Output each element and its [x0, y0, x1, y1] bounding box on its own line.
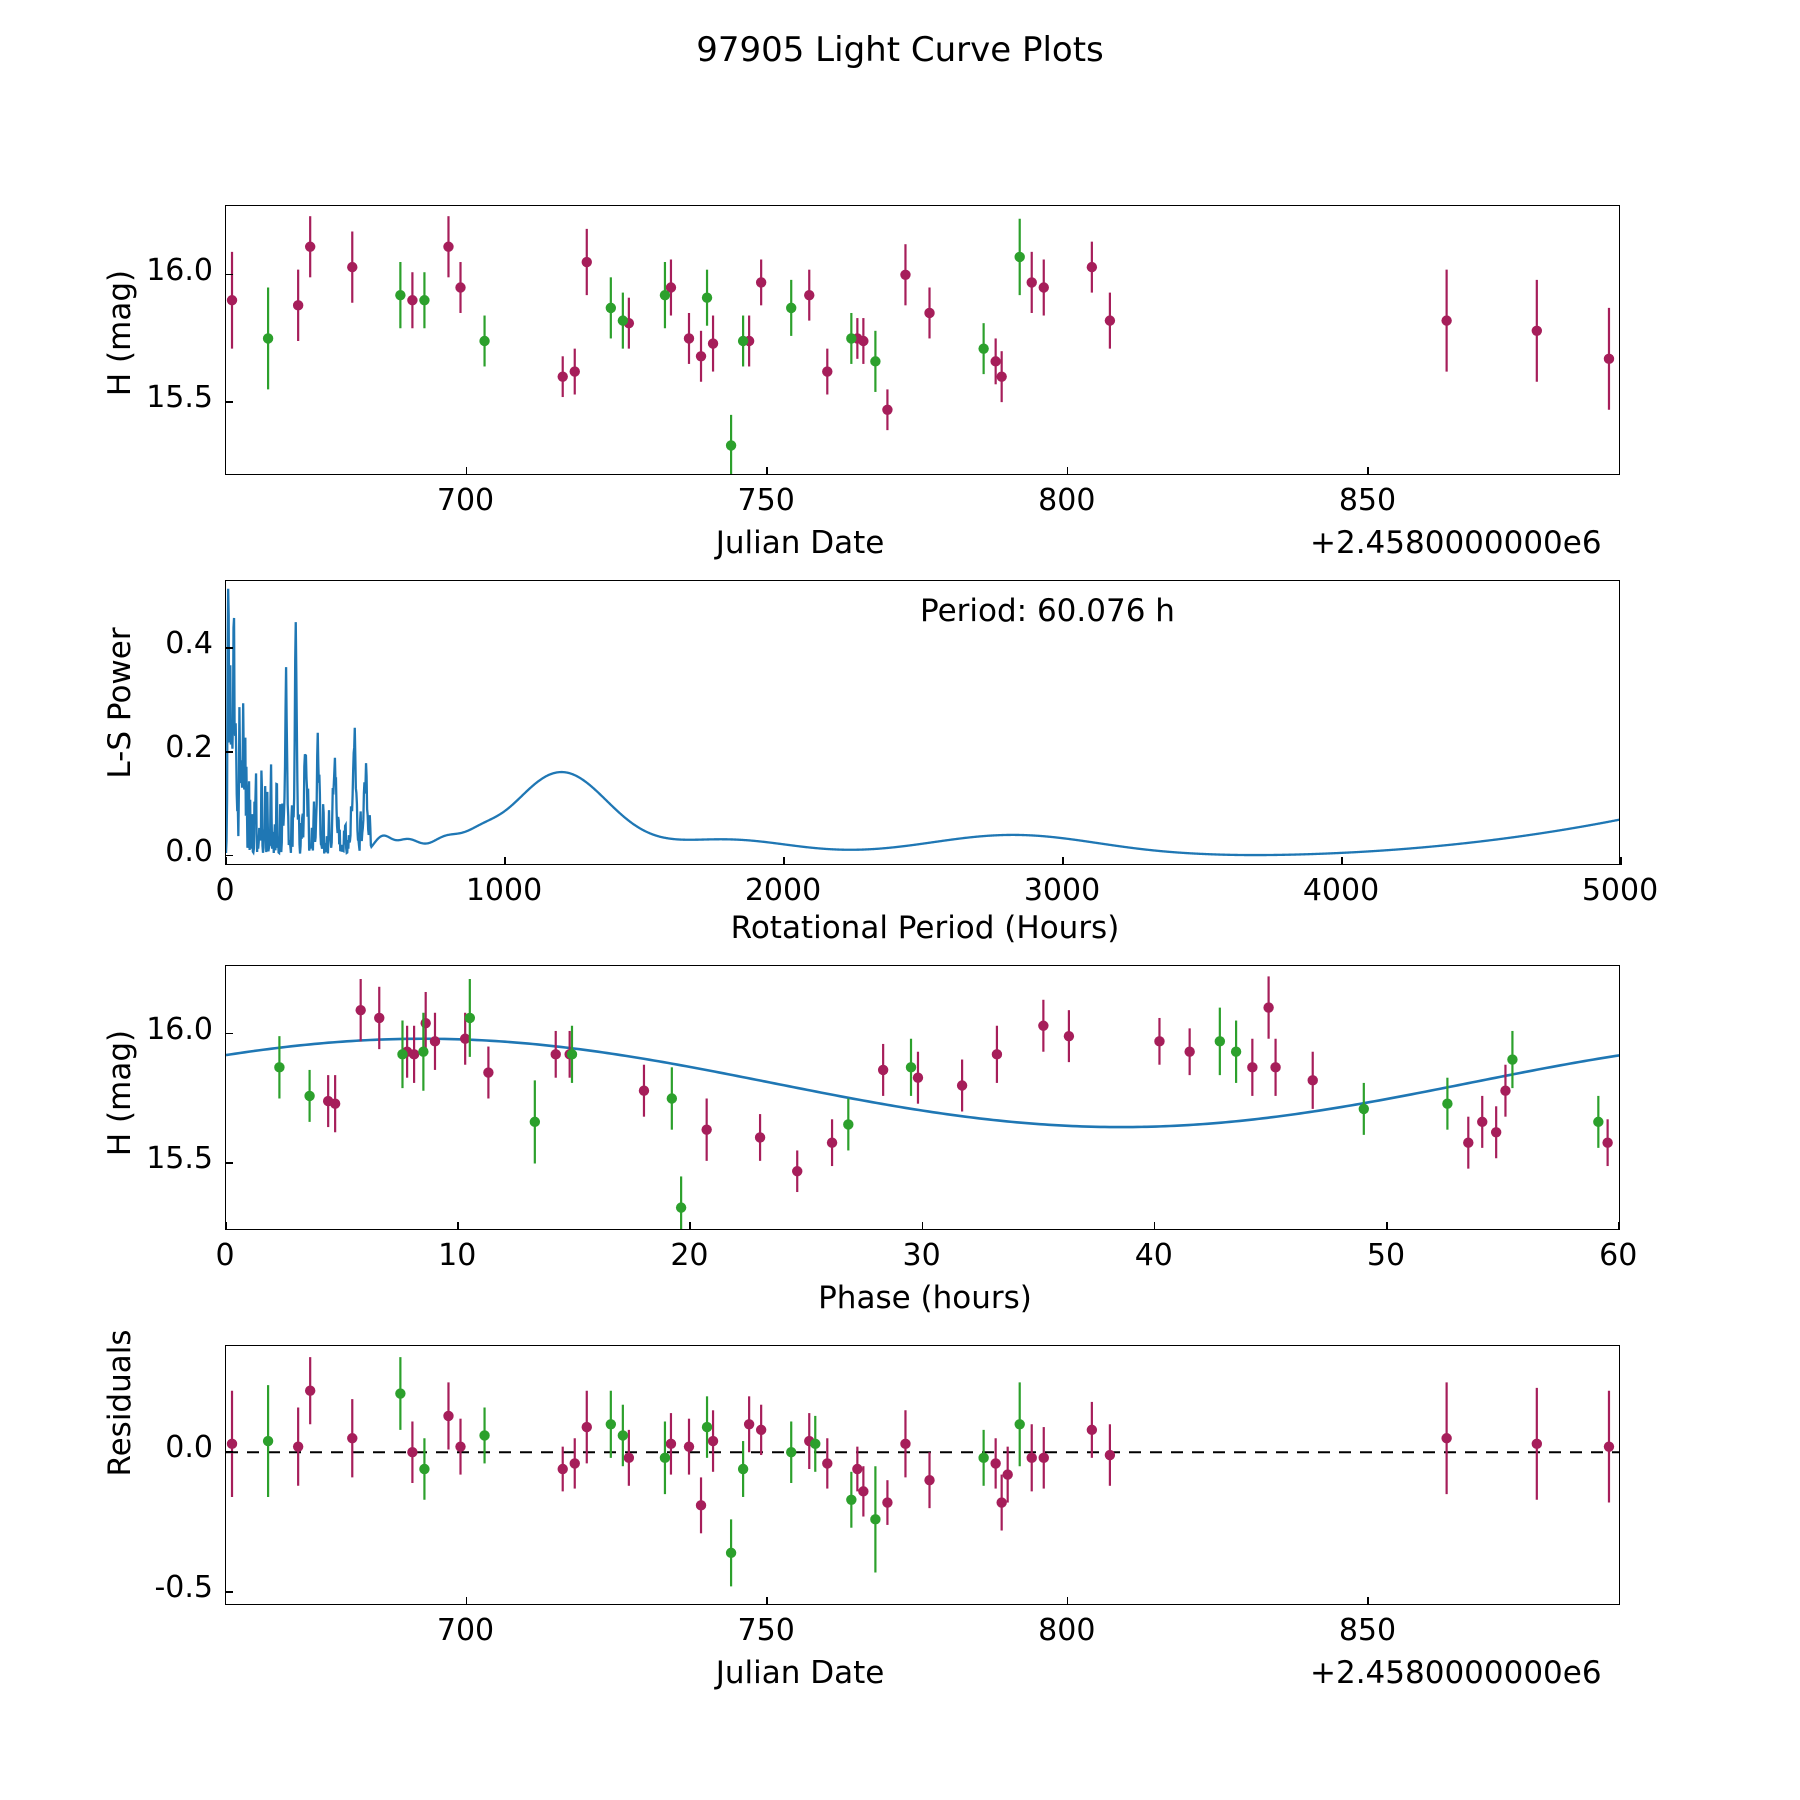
panel-lightcurve-ylabel: H (mag) [102, 269, 138, 397]
axis-tick-mark [457, 1222, 459, 1230]
axis-tick-mark [1067, 1597, 1069, 1605]
axis-tick-mark [1367, 467, 1369, 475]
axis-tick-label: 0.0 [165, 833, 213, 869]
axis-tick-label: 2000 [744, 873, 822, 908]
axis-tick-label: 15.5 [146, 1141, 213, 1177]
panel-phase-xlabel: Phase (hours) [818, 1280, 1032, 1316]
panel-phase-ylabel: H (mag) [102, 1029, 138, 1157]
axis-tick-mark [504, 857, 506, 865]
axis-tick-mark [1062, 857, 1064, 865]
axis-tick-mark [225, 1591, 233, 1593]
axis-tick-mark [1620, 857, 1622, 865]
panel-residuals [225, 1345, 1620, 1605]
axis-tick-mark [466, 467, 468, 475]
axis-tick-mark [225, 1162, 233, 1164]
axis-tick-label: 20 [670, 1238, 709, 1273]
axis-tick-label: 50 [1366, 1238, 1406, 1273]
axis-tick-label: 4000 [1302, 873, 1380, 908]
panel-phase [225, 965, 1620, 1230]
axis-tick-mark [1341, 857, 1343, 865]
axis-tick-mark [225, 1033, 233, 1035]
panel-residuals-canvas [226, 1346, 1620, 1605]
axis-tick-label: 0.4 [165, 626, 213, 662]
axis-tick-mark [225, 274, 233, 276]
axis-tick-label: 750 [737, 1613, 795, 1648]
axis-tick-label: 0 [215, 1238, 235, 1273]
panel-residuals-offset-label: +2.4580000000e6 [1310, 1655, 1602, 1691]
axis-tick-label: 40 [1134, 1238, 1173, 1273]
period-annotation: Period: 60.076 h [920, 593, 1175, 629]
axis-tick-mark [766, 1597, 768, 1605]
axis-tick-mark [225, 855, 233, 857]
axis-tick-mark [766, 467, 768, 475]
axis-tick-mark [225, 1451, 233, 1453]
axis-tick-label: 800 [1038, 1613, 1096, 1648]
axis-tick-mark [225, 401, 233, 403]
axis-tick-label: 850 [1338, 483, 1397, 518]
axis-tick-mark [225, 751, 233, 753]
axis-tick-label: -0.5 [154, 1570, 213, 1606]
axis-tick-label: 60 [1599, 1238, 1638, 1273]
axis-tick-mark [922, 1222, 924, 1230]
panel-residuals-xlabel: Julian Date [715, 1655, 885, 1691]
panel-lightcurve-xlabel: Julian Date [715, 525, 885, 561]
panel-residuals-axes [225, 1345, 1620, 1605]
axis-tick-mark [225, 857, 227, 865]
axis-tick-mark [1618, 1222, 1620, 1230]
axis-tick-label: 850 [1338, 1613, 1397, 1648]
axis-tick-label: 16.0 [146, 1011, 213, 1047]
axis-tick-mark [689, 1222, 691, 1230]
axis-tick-mark [225, 1222, 227, 1230]
axis-tick-mark [783, 857, 785, 865]
panel-phase-axes [225, 965, 1620, 1230]
panel-lightcurve-canvas [226, 206, 1620, 475]
axis-tick-mark [1067, 467, 1069, 475]
axis-tick-label: 5000 [1581, 873, 1659, 908]
panel-periodogram-xlabel: Rotational Period (Hours) [730, 910, 1120, 946]
axis-tick-label: 3000 [1023, 873, 1101, 908]
axis-tick-label: 10 [438, 1238, 477, 1273]
panel-periodogram-ylabel: L-S Power [102, 627, 138, 779]
axis-tick-mark [1367, 1597, 1369, 1605]
axis-tick-mark [1386, 1222, 1388, 1230]
axis-tick-label: 0 [215, 873, 235, 908]
axis-tick-label: 16.0 [146, 252, 213, 288]
axis-tick-label: 0.2 [165, 730, 213, 765]
axis-tick-mark [466, 1597, 468, 1605]
page-title: 97905 Light Curve Plots [696, 30, 1104, 70]
axis-tick-label: 1000 [465, 873, 543, 908]
panel-lightcurve-offset-label: +2.4580000000e6 [1310, 525, 1602, 561]
axis-tick-label: 30 [902, 1238, 941, 1273]
panel-residuals-ylabel: Residuals [102, 1329, 138, 1477]
axis-tick-mark [225, 647, 233, 649]
panel-lightcurve [225, 205, 1620, 475]
axis-tick-label: 700 [436, 1613, 495, 1648]
axis-tick-label: 0.0 [165, 1430, 213, 1466]
axis-tick-label: 15.5 [146, 380, 213, 416]
axis-tick-label: 800 [1038, 483, 1096, 518]
panel-phase-canvas [226, 966, 1620, 1230]
axis-tick-label: 750 [737, 483, 795, 518]
axis-tick-label: 700 [436, 483, 495, 518]
panel-lightcurve-axes [225, 205, 1620, 475]
axis-tick-mark [1154, 1222, 1156, 1230]
